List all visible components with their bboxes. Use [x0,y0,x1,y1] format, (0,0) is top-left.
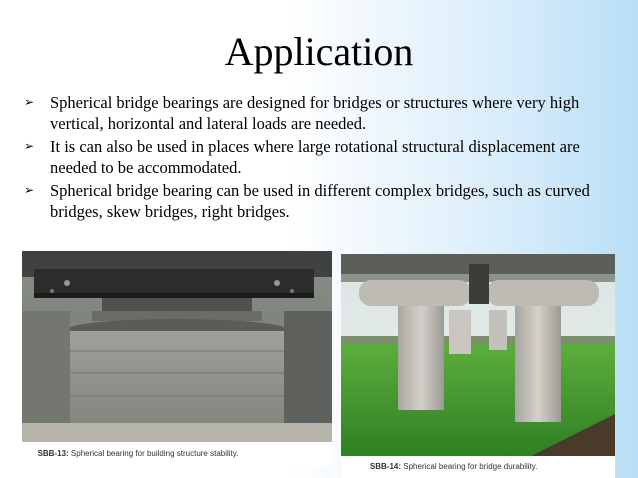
bullet-text: It is can also be used in places where large rotational structural displacement are needed to be accommodated. [50,137,580,177]
figure-caption [22,442,332,466]
bridge-photo [341,254,615,456]
bullet-list [22,92,622,224]
arrow-bullet-icon: ➢ [24,139,35,153]
figure-caption-text: Spherical bearing for bridge durability. [401,462,538,471]
bullet-item [22,136,622,178]
figure-code: SBB-13: [37,449,69,458]
arrow-bullet-icon: ➢ [24,183,35,197]
figure-caption [341,456,615,478]
arrow-bullet-icon: ➢ [24,95,35,109]
bearing-photo [22,251,332,443]
figure-caption-text: Spherical bearing for building structure stability. [68,449,239,458]
bullet-item [22,180,622,222]
bullet-item [22,92,622,134]
bullet-text: Spherical bridge bearings are designed for bridges or structures where very high vertical, horizontal and lateral loads are needed. [50,93,580,133]
slide-title: Application [224,29,414,74]
figure-code: SBB-14: [369,462,402,471]
bullet-text: Spherical bridge bearing can be used in different complex bridges, such as curved bridges, skew bridges, right bridges. [50,181,590,221]
bearing-photo-figure [22,251,332,466]
bridge-photo-figure [341,254,615,478]
